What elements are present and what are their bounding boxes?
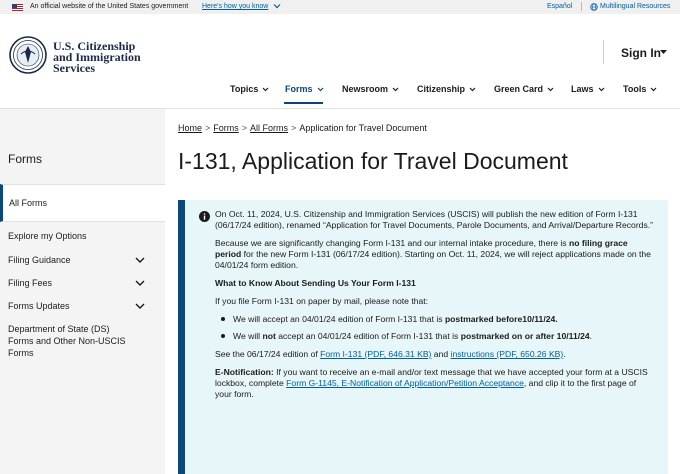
- alert-bullet-list: [215, 314, 655, 342]
- nav-label: Newsroom: [342, 84, 389, 94]
- breadcrumb-home-link[interactable]: Home: [178, 123, 203, 133]
- sidebar-item-department-of-state-forms[interactable]: Department of State (DS) Forms and Other Non-USCIS Forms: [8, 324, 126, 358]
- sidebar-title: Forms: [8, 152, 42, 166]
- chevron-down-icon: [262, 86, 269, 93]
- uscis-brand-name[interactable]: [53, 41, 141, 74]
- main-navigation: [0, 84, 680, 106]
- alert-text: We will: [233, 331, 263, 341]
- alert-paragraph-edition-links: [215, 349, 655, 360]
- form-i131-pdf-link[interactable]: Form I-131 (PDF, 646.31 KB): [320, 349, 432, 359]
- uscis-seal-logo[interactable]: [9, 36, 47, 74]
- alert-emphasis: postmarked before10/11/24.: [444, 314, 558, 324]
- brand-line-2: and Immigration: [53, 50, 141, 64]
- sidebar-item-all-forms[interactable]: [0, 184, 165, 222]
- nav-label: Forms: [285, 84, 313, 94]
- alert-emphasis: postmarked on or after 10/11/24: [460, 331, 590, 341]
- chevron-down-icon: [317, 86, 324, 93]
- chevron-down-icon[interactable]: [135, 256, 145, 264]
- alert-emphasis: not: [262, 331, 276, 341]
- alert-emphasis: no filing grace period: [215, 238, 628, 259]
- header-divider: [603, 40, 604, 64]
- globe-icon[interactable]: [590, 3, 598, 11]
- alert-text: for the new Form I-131 (06/17/24 edition). Starting on Oct. 11, 2024, we will reject applications made on the 04/01/24 form edition.: [215, 249, 651, 270]
- alert-text: .: [563, 349, 566, 359]
- chevron-down-icon[interactable]: [273, 2, 281, 10]
- chevron-down-icon: [469, 86, 476, 93]
- alert-text: accept an 04/01/24 edition of Form I-131 that is: [275, 331, 461, 341]
- chevron-down-icon[interactable]: [135, 302, 145, 310]
- breadcrumb-all-forms-link[interactable]: All Forms: [250, 123, 289, 133]
- brand-line-3: Services: [53, 61, 95, 75]
- sidebar-item-forms-updates[interactable]: Forms Updates: [8, 301, 70, 311]
- alert-paragraph-grace-period: [215, 238, 655, 271]
- nav-label: Laws: [571, 84, 594, 94]
- chevron-down-icon: [392, 86, 399, 93]
- alert-text: .: [589, 331, 593, 341]
- sidebar: [0, 109, 165, 474]
- alert-heading: [215, 278, 655, 289]
- form-g1145-link[interactable]: Form G-1145, E-Notification of Application/Petition Acceptance: [286, 378, 524, 388]
- breadcrumb-separator: >: [291, 123, 297, 133]
- nav-item-citizenship[interactable]: [417, 84, 476, 94]
- list-item: [215, 331, 655, 342]
- nav-item-forms[interactable]: [285, 84, 324, 94]
- chevron-down-icon: [598, 86, 605, 93]
- nav-item-laws[interactable]: [571, 84, 605, 94]
- nav-label: Tools: [623, 84, 647, 94]
- sidebar-item-filing-guidance[interactable]: Filing Guidance: [8, 255, 71, 265]
- sidebar-item-explore-my-options[interactable]: Explore my Options: [8, 231, 87, 241]
- gov-banner: [0, 0, 680, 14]
- breadcrumb-current: Application for Travel Document: [299, 123, 427, 133]
- brand-line-1: U.S. Citizenship: [53, 39, 136, 53]
- nav-label: Citizenship: [417, 84, 466, 94]
- alert-text: If you want to receive an e-mail and/or text message that we have accepted your form at a USCIS lockbox, complete: [215, 367, 648, 388]
- alert-heading-text: What to Know About Sending Us Your Form I-131: [215, 278, 416, 288]
- alert-paragraph-e-notification: [215, 367, 655, 400]
- alert-emphasis: E-Notification:: [215, 367, 274, 377]
- sign-in-button[interactable]: Sign In: [621, 46, 661, 60]
- list-item: [215, 314, 655, 325]
- nav-item-newsroom[interactable]: [342, 84, 399, 94]
- nav-label: Green Card: [494, 84, 544, 94]
- alert-text: See the 06/17/24 edition of: [215, 349, 321, 359]
- breadcrumb-forms-link[interactable]: Forms: [213, 123, 239, 133]
- page-title: I-131, Application for Travel Document: [178, 148, 568, 174]
- nav-item-green-card[interactable]: [494, 84, 554, 94]
- breadcrumb: [178, 123, 427, 133]
- nav-item-topics[interactable]: [230, 84, 269, 94]
- alert-paragraph-announcement: On Oct. 11, 2024, U.S. Citizenship and Immigration Services (USCIS) will publish the new edition of Form I-131 (06/17/24 edition), renamed “Application for Travel Documents, Parole Documents, and Arrival/Departure Records.”: [215, 209, 654, 230]
- alert-paragraph-mail-note: If you file Form I-131 on paper by mail, please note that:: [215, 296, 429, 306]
- chevron-down-icon[interactable]: [135, 279, 145, 287]
- official-site-text: An official website of the United States government: [30, 3, 189, 10]
- alert-text: We will accept an 04/01/24 edition of Form I-131 that is: [233, 314, 445, 324]
- alert-text: , and clip it to the first page of your form.: [215, 378, 637, 399]
- caret-down-icon[interactable]: [659, 48, 668, 56]
- alert-text: and: [431, 349, 451, 359]
- nav-active-underline: [284, 102, 323, 104]
- sidebar-item-filing-fees[interactable]: Filing Fees: [8, 278, 53, 288]
- chevron-down-icon: [650, 86, 657, 93]
- nav-item-tools[interactable]: [623, 84, 657, 94]
- alert-text: Because we are significantly changing Form I-131 and our internal intake procedure, there is: [215, 238, 569, 248]
- breadcrumb-separator: >: [205, 123, 211, 133]
- chevron-down-icon: [547, 86, 554, 93]
- us-flag-icon: [12, 4, 23, 11]
- info-icon: [199, 211, 210, 222]
- banner-divider: [581, 2, 582, 11]
- how-you-know-link[interactable]: Here's how you know: [202, 3, 269, 10]
- nav-label: Topics: [230, 84, 259, 94]
- alert-body: [215, 209, 655, 407]
- breadcrumb-separator: >: [241, 123, 248, 133]
- info-alert: [178, 200, 668, 474]
- instructions-pdf-link[interactable]: instructions (PDF, 650.26 KB): [450, 349, 564, 359]
- espanol-link[interactable]: Español: [547, 3, 573, 10]
- multilingual-resources-link[interactable]: Multilingual Resources: [600, 3, 671, 10]
- sidebar-item-label: All Forms: [9, 198, 47, 208]
